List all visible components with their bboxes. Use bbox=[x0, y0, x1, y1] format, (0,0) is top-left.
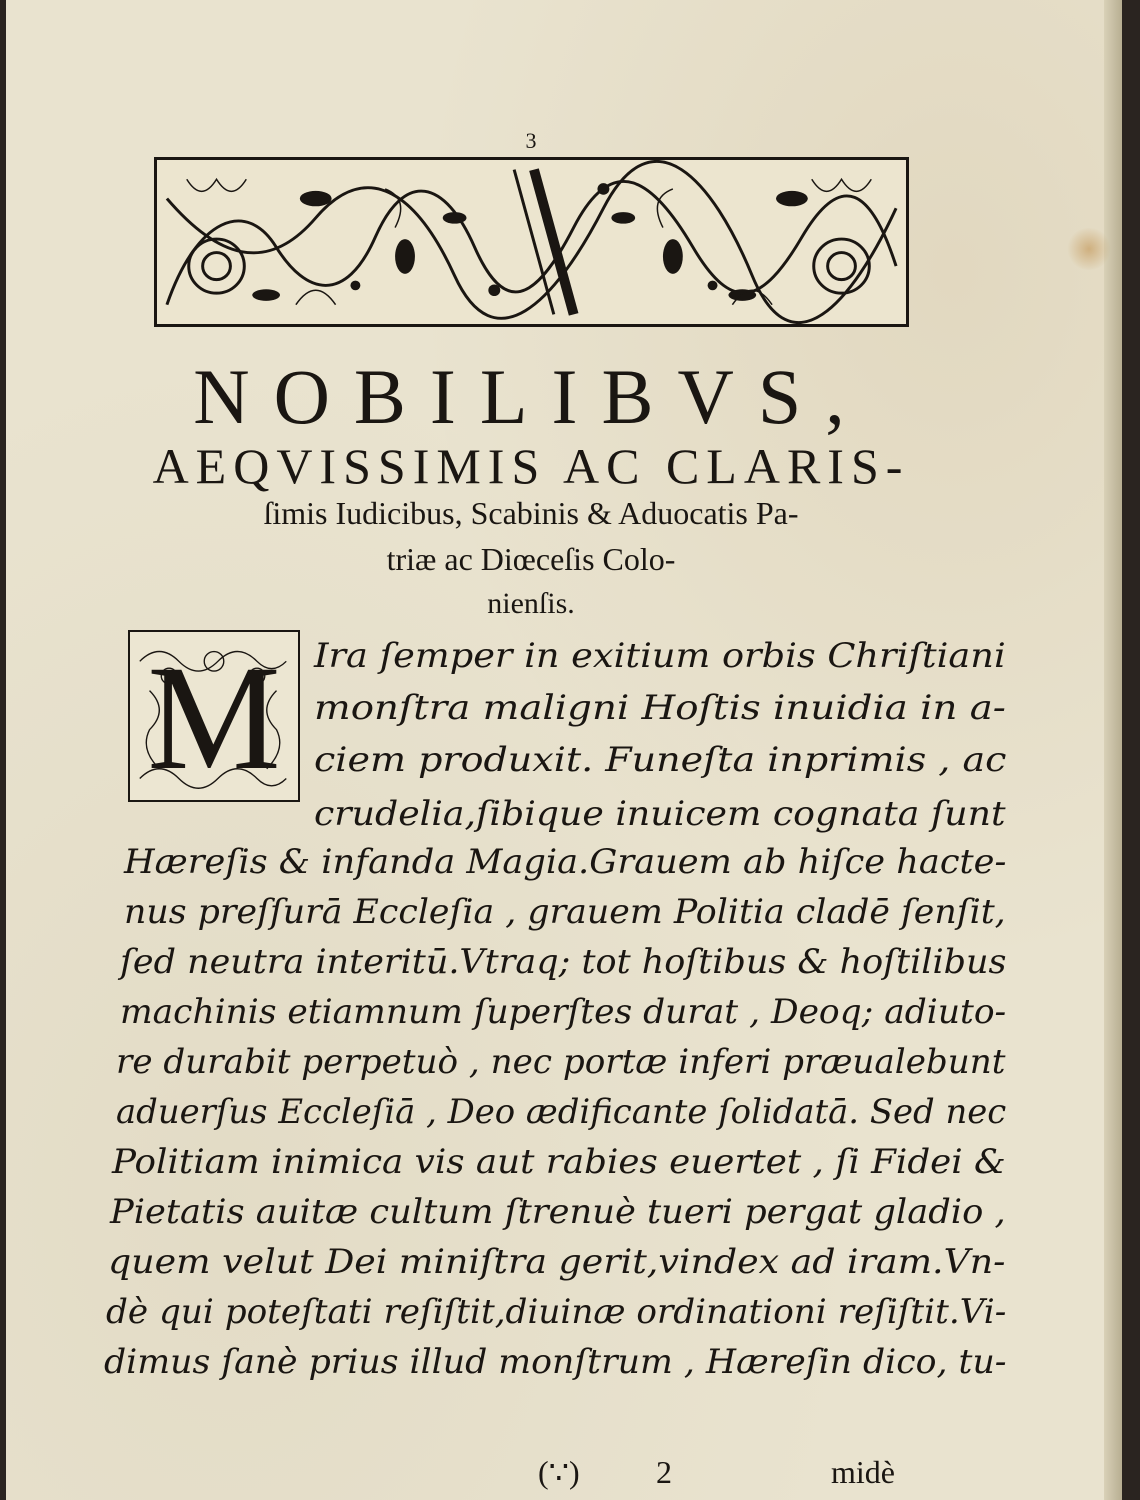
body-line-9: re durabit perpetuò , nec portæ inferi præualebunt bbox=[116, 1042, 1006, 1082]
body-line-3: ciem produxit. Funeſta inprimis , ac bbox=[314, 740, 1007, 780]
title-line-3: ſimis Iudicibus, Scabinis & Aduocatis Pa- bbox=[263, 495, 799, 531]
title-line-1: NOBILIBVS, bbox=[193, 353, 869, 440]
page-edge bbox=[1104, 0, 1122, 1500]
body-line-8: machinis etiamnum ſuperſtes durat , Deoq; adiuto- bbox=[120, 992, 1007, 1032]
body-line-14: dè qui poteſtati reſiſtit,diuinæ ordinationi reſiſtit.Vi- bbox=[106, 1292, 1007, 1332]
page-number: 3 bbox=[525, 128, 537, 153]
floral-ornament-icon bbox=[157, 160, 906, 324]
dropcap-letter: M bbox=[147, 635, 281, 801]
body-line-5: Hæreſis & infanda Magia.Grauem ab hiſce hacte- bbox=[124, 842, 1007, 882]
body-line-15: dimus ſanè prius illud monſtrum , Hæreſin dico, tu- bbox=[104, 1342, 1007, 1382]
body-line-4: crudelia,ſibique inuicem cognata ſunt bbox=[314, 794, 1006, 834]
headpiece-ornament bbox=[154, 157, 909, 327]
body-line-13: quem velut Dei miniſtra gerit,vindex ad iram.Vn- bbox=[108, 1242, 1006, 1282]
body-line-11: Politiam inimica vis aut rabies euertet , ſi Fidei & bbox=[112, 1142, 1006, 1182]
title-line-2: AEQVISSIMIS AC CLARIS- bbox=[152, 438, 910, 494]
signature-number: 2 bbox=[656, 1454, 672, 1490]
body-line-12: Pietatis auitæ cultum ſtrenuè tueri pergat gladio , bbox=[110, 1192, 1006, 1232]
title-line-4: triæ ac Diœceſis Colo- bbox=[386, 541, 676, 577]
decorated-initial bbox=[128, 630, 300, 802]
title-line-5: nienſis. bbox=[487, 587, 575, 620]
body-line-2: monſtra maligni Hoſtis inuidia in a- bbox=[314, 688, 1006, 728]
body-line-7: ſed neutra interitū.Vtraq; tot hoſtibus & hoſtilibus bbox=[120, 942, 1007, 982]
body-line-1: Ira ſemper in exitium orbis Chriſtiani bbox=[314, 636, 1006, 676]
body-line-6: nus preſſurā Eccleſia , grauem Politia cladē ſenſit, bbox=[124, 892, 1006, 932]
body-line-10: aduerſus Eccleſiā , Deo ædificante ſolidatā. Sed nec bbox=[116, 1092, 1007, 1132]
book-page bbox=[6, 0, 1122, 1500]
paper-stain bbox=[1066, 228, 1112, 270]
signature-mark: (∵) bbox=[538, 1454, 580, 1490]
catchword: midè bbox=[831, 1454, 895, 1490]
